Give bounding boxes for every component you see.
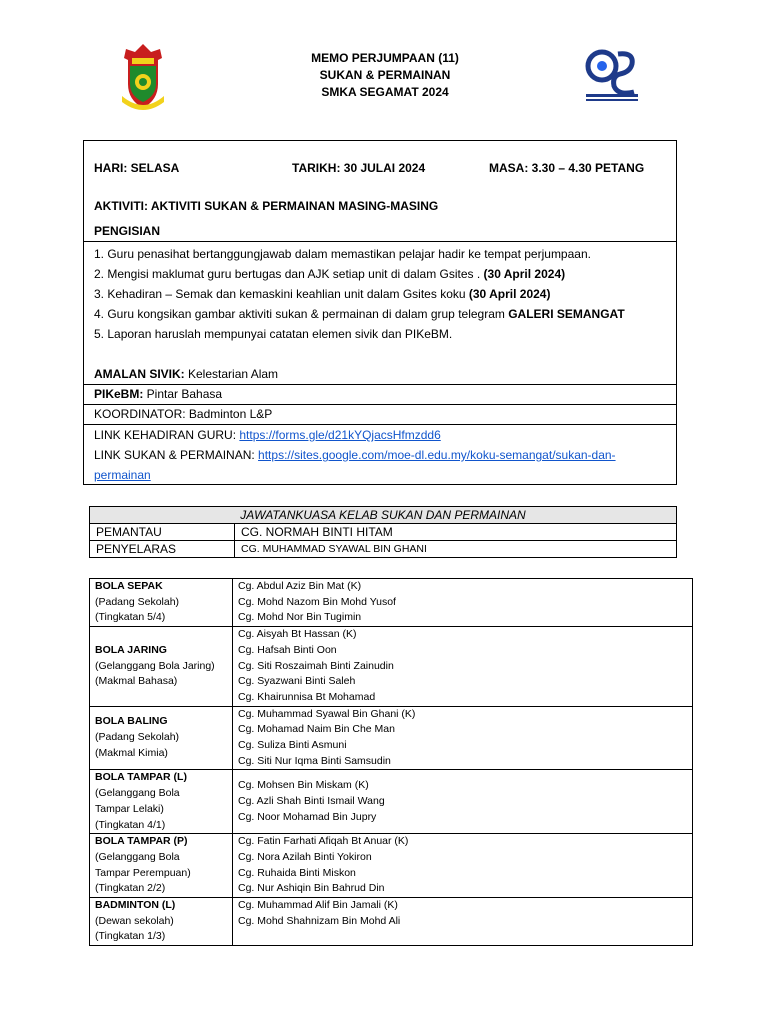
unit-cell xyxy=(90,834,233,898)
school-crest-logo xyxy=(118,44,168,112)
teacher-name: Cg. Noor Mohamad Bin Jupry xyxy=(238,810,377,823)
pengisian-item: 2. Mengisi maklumat guru bertugas dan AJK setiap unit di dalam Gsites . (30 April 2024) xyxy=(94,267,566,281)
unit-place: (Makmal Kimia) xyxy=(95,746,168,759)
unit-place: (Tingkatan 5/4) xyxy=(95,611,166,624)
unit-name: BOLA TAMPAR (L) xyxy=(95,771,187,784)
teacher-name: Cg. Mohsen Bin Miskam (K) xyxy=(238,779,369,792)
teachers-cell xyxy=(233,706,693,770)
attendance-link[interactable]: https://forms.gle/d21kYQjacsHfmzdd6 xyxy=(239,428,441,442)
unit-place: (Gelanggang Bola Jaring) xyxy=(95,659,215,672)
table-row xyxy=(90,579,693,627)
unit-name: BOLA BALING xyxy=(95,715,168,728)
teacher-name: Cg. Fatin Farhati Afiqah Bt Anuar (K) xyxy=(238,835,409,848)
unit-name: BOLA JARING xyxy=(95,643,167,656)
unit-cell xyxy=(90,706,233,770)
meeting-date: TARIKH: 30 JULAI 2024 xyxy=(292,161,426,175)
unit-place: (Gelanggang Bola xyxy=(95,850,180,863)
divider xyxy=(84,241,676,242)
semangat-emblem-logo xyxy=(582,44,642,104)
title-line-1: MEMO PERJUMPAAN (11) xyxy=(311,51,459,65)
teacher-name: Cg. Suliza Binti Asmuni xyxy=(238,739,347,752)
pengisian-item: 5. Laporan haruslah mempunyai catatan elemen sivik dan PIKeBM. xyxy=(94,327,453,341)
pengisian-item: 1. Guru penasihat bertanggungjawab dalam memastikan pelajar hadir ke tempat perjumpaan. xyxy=(94,247,591,261)
unit-place: (Tingkatan 1/3) xyxy=(95,930,166,943)
koordinator: KOORDINATOR: Badminton L&P xyxy=(94,407,273,421)
unit-name: BOLA SEPAK xyxy=(95,580,163,592)
amalan-sivik: AMALAN SIVIK: Kelestarian Alam xyxy=(94,367,279,381)
teacher-name: Cg. Muhammad Alif Bin Jamali (K) xyxy=(238,899,398,912)
teacher-name: Cg. Nur Ashiqin Bin Bahrud Din xyxy=(238,882,385,895)
unit-place: Tampar Perempuan) xyxy=(95,866,191,879)
table-row xyxy=(90,627,693,707)
teacher-name: Cg. Mohd Nazom Bin Mohd Yusof xyxy=(238,595,396,608)
units-table xyxy=(89,578,693,946)
pengisian-item: 4. Guru kongsikan gambar aktiviti sukan & permainan di dalam grup telegram GALERI SEMANGAT xyxy=(94,307,625,321)
table-row xyxy=(90,770,693,834)
meeting-details-box xyxy=(83,140,677,485)
meeting-time: MASA: 3.30 – 4.30 PETANG xyxy=(489,161,645,175)
teachers-cell xyxy=(233,627,693,707)
role-cell: PENYELARAS xyxy=(90,541,235,558)
teacher-name: Cg. Aisyah Bt Hassan (K) xyxy=(238,628,357,641)
table-row xyxy=(90,898,693,946)
teachers-cell xyxy=(233,898,693,946)
teacher-name: Cg. Muhammad Syawal Bin Ghani (K) xyxy=(238,707,416,720)
teacher-name: Cg. Mohd Nor Bin Tugimin xyxy=(238,611,362,624)
sukan-site-link-cont[interactable]: permainan xyxy=(94,468,151,482)
table-row xyxy=(90,507,677,524)
teacher-name: Cg. Ruhaida Binti Miskon xyxy=(238,866,356,879)
sukan-site-link[interactable]: https://sites.google.com/moe-dl.edu.my/koku-semangat/sukan-dan- xyxy=(258,448,616,462)
table-row xyxy=(90,834,693,898)
unit-cell xyxy=(90,627,233,707)
link-sukan-permainan-cont xyxy=(94,468,151,482)
table-row xyxy=(90,524,677,541)
divider xyxy=(84,404,676,405)
divider xyxy=(84,384,676,385)
teacher-name: Cg. Siti Roszaimah Binti Zainudin xyxy=(238,659,394,672)
teacher-name: Cg. Abdul Aziz Bin Mat (K) xyxy=(238,580,362,592)
teacher-name: Cg. Nora Azilah Binti Yokiron xyxy=(238,850,372,863)
unit-name: BOLA TAMPAR (P) xyxy=(95,835,188,848)
link-sukan-permainan: LINK SUKAN & PERMAINAN: https://sites.google.com/moe-dl.edu.my/koku-semangat/sukan-dan- xyxy=(94,448,616,462)
unit-place: (Dewan sekolah) xyxy=(95,914,174,927)
unit-name: BADMINTON (L) xyxy=(95,899,176,912)
title-line-2: SUKAN & PERMAINAN xyxy=(319,68,451,82)
link-kehadiran-guru: LINK KEHADIRAN GURU: https://forms.gle/d21kYQjacsHfmzdd6 xyxy=(94,428,441,442)
teachers-cell xyxy=(233,834,693,898)
pikebm: PIKeBM: Pintar Bahasa xyxy=(94,387,223,401)
unit-place: Tampar Lelaki) xyxy=(95,802,164,815)
teacher-name: Cg. Mohd Shahnizam Bin Mohd Ali xyxy=(238,914,401,927)
unit-cell xyxy=(90,579,233,627)
role-cell: PEMANTAU xyxy=(90,524,235,541)
name-cell: CG. MUHAMMAD SYAWAL BIN GHANI xyxy=(235,541,677,558)
unit-cell xyxy=(90,770,233,834)
teacher-name: Cg. Azli Shah Binti Ismail Wang xyxy=(238,794,385,807)
unit-place: (Tingkatan 2/2) xyxy=(95,882,166,895)
activity-title: AKTIVITI: AKTIVITI SUKAN & PERMAINAN MASING-MASING xyxy=(94,199,439,213)
teacher-name: Cg. Syazwani Binti Saleh xyxy=(238,675,356,688)
teacher-name: Cg. Siti Nur Iqma Binti Samsudin xyxy=(238,754,391,767)
unit-place: (Padang Sekolah) xyxy=(95,731,180,744)
teachers-cell xyxy=(233,579,693,627)
unit-cell xyxy=(90,898,233,946)
name-cell: CG. NORMAH BINTI HITAM xyxy=(235,524,677,541)
teacher-name: Cg. Hafsah Binti Oon xyxy=(238,643,337,656)
unit-place: (Makmal Bahasa) xyxy=(95,675,178,688)
pengisian-label: PENGISIAN xyxy=(94,224,161,238)
table-row xyxy=(90,541,677,558)
teacher-name: Cg. Khairunnisa Bt Mohamad xyxy=(238,690,376,703)
memo-title xyxy=(250,50,520,101)
unit-place: (Gelanggang Bola xyxy=(95,787,180,800)
meeting-day: HARI: SELASA xyxy=(94,161,180,175)
teachers-cell xyxy=(233,770,693,834)
unit-place: (Padang Sekolah) xyxy=(95,595,180,608)
committee-table xyxy=(89,506,677,558)
teacher-name: Cg. Mohamad Naim Bin Che Man xyxy=(238,723,395,736)
divider xyxy=(84,424,676,425)
title-line-3: SMKA SEGAMAT 2024 xyxy=(321,85,449,99)
table-row xyxy=(90,706,693,770)
unit-place: (Tingkatan 4/1) xyxy=(95,818,166,831)
committee-heading: JAWATANKUASA KELAB SUKAN DAN PERMAINAN xyxy=(90,507,677,524)
pengisian-item: 3. Kehadiran – Semak dan kemaskini keahlian unit dalam Gsites koku (30 April 2024) xyxy=(94,287,551,301)
